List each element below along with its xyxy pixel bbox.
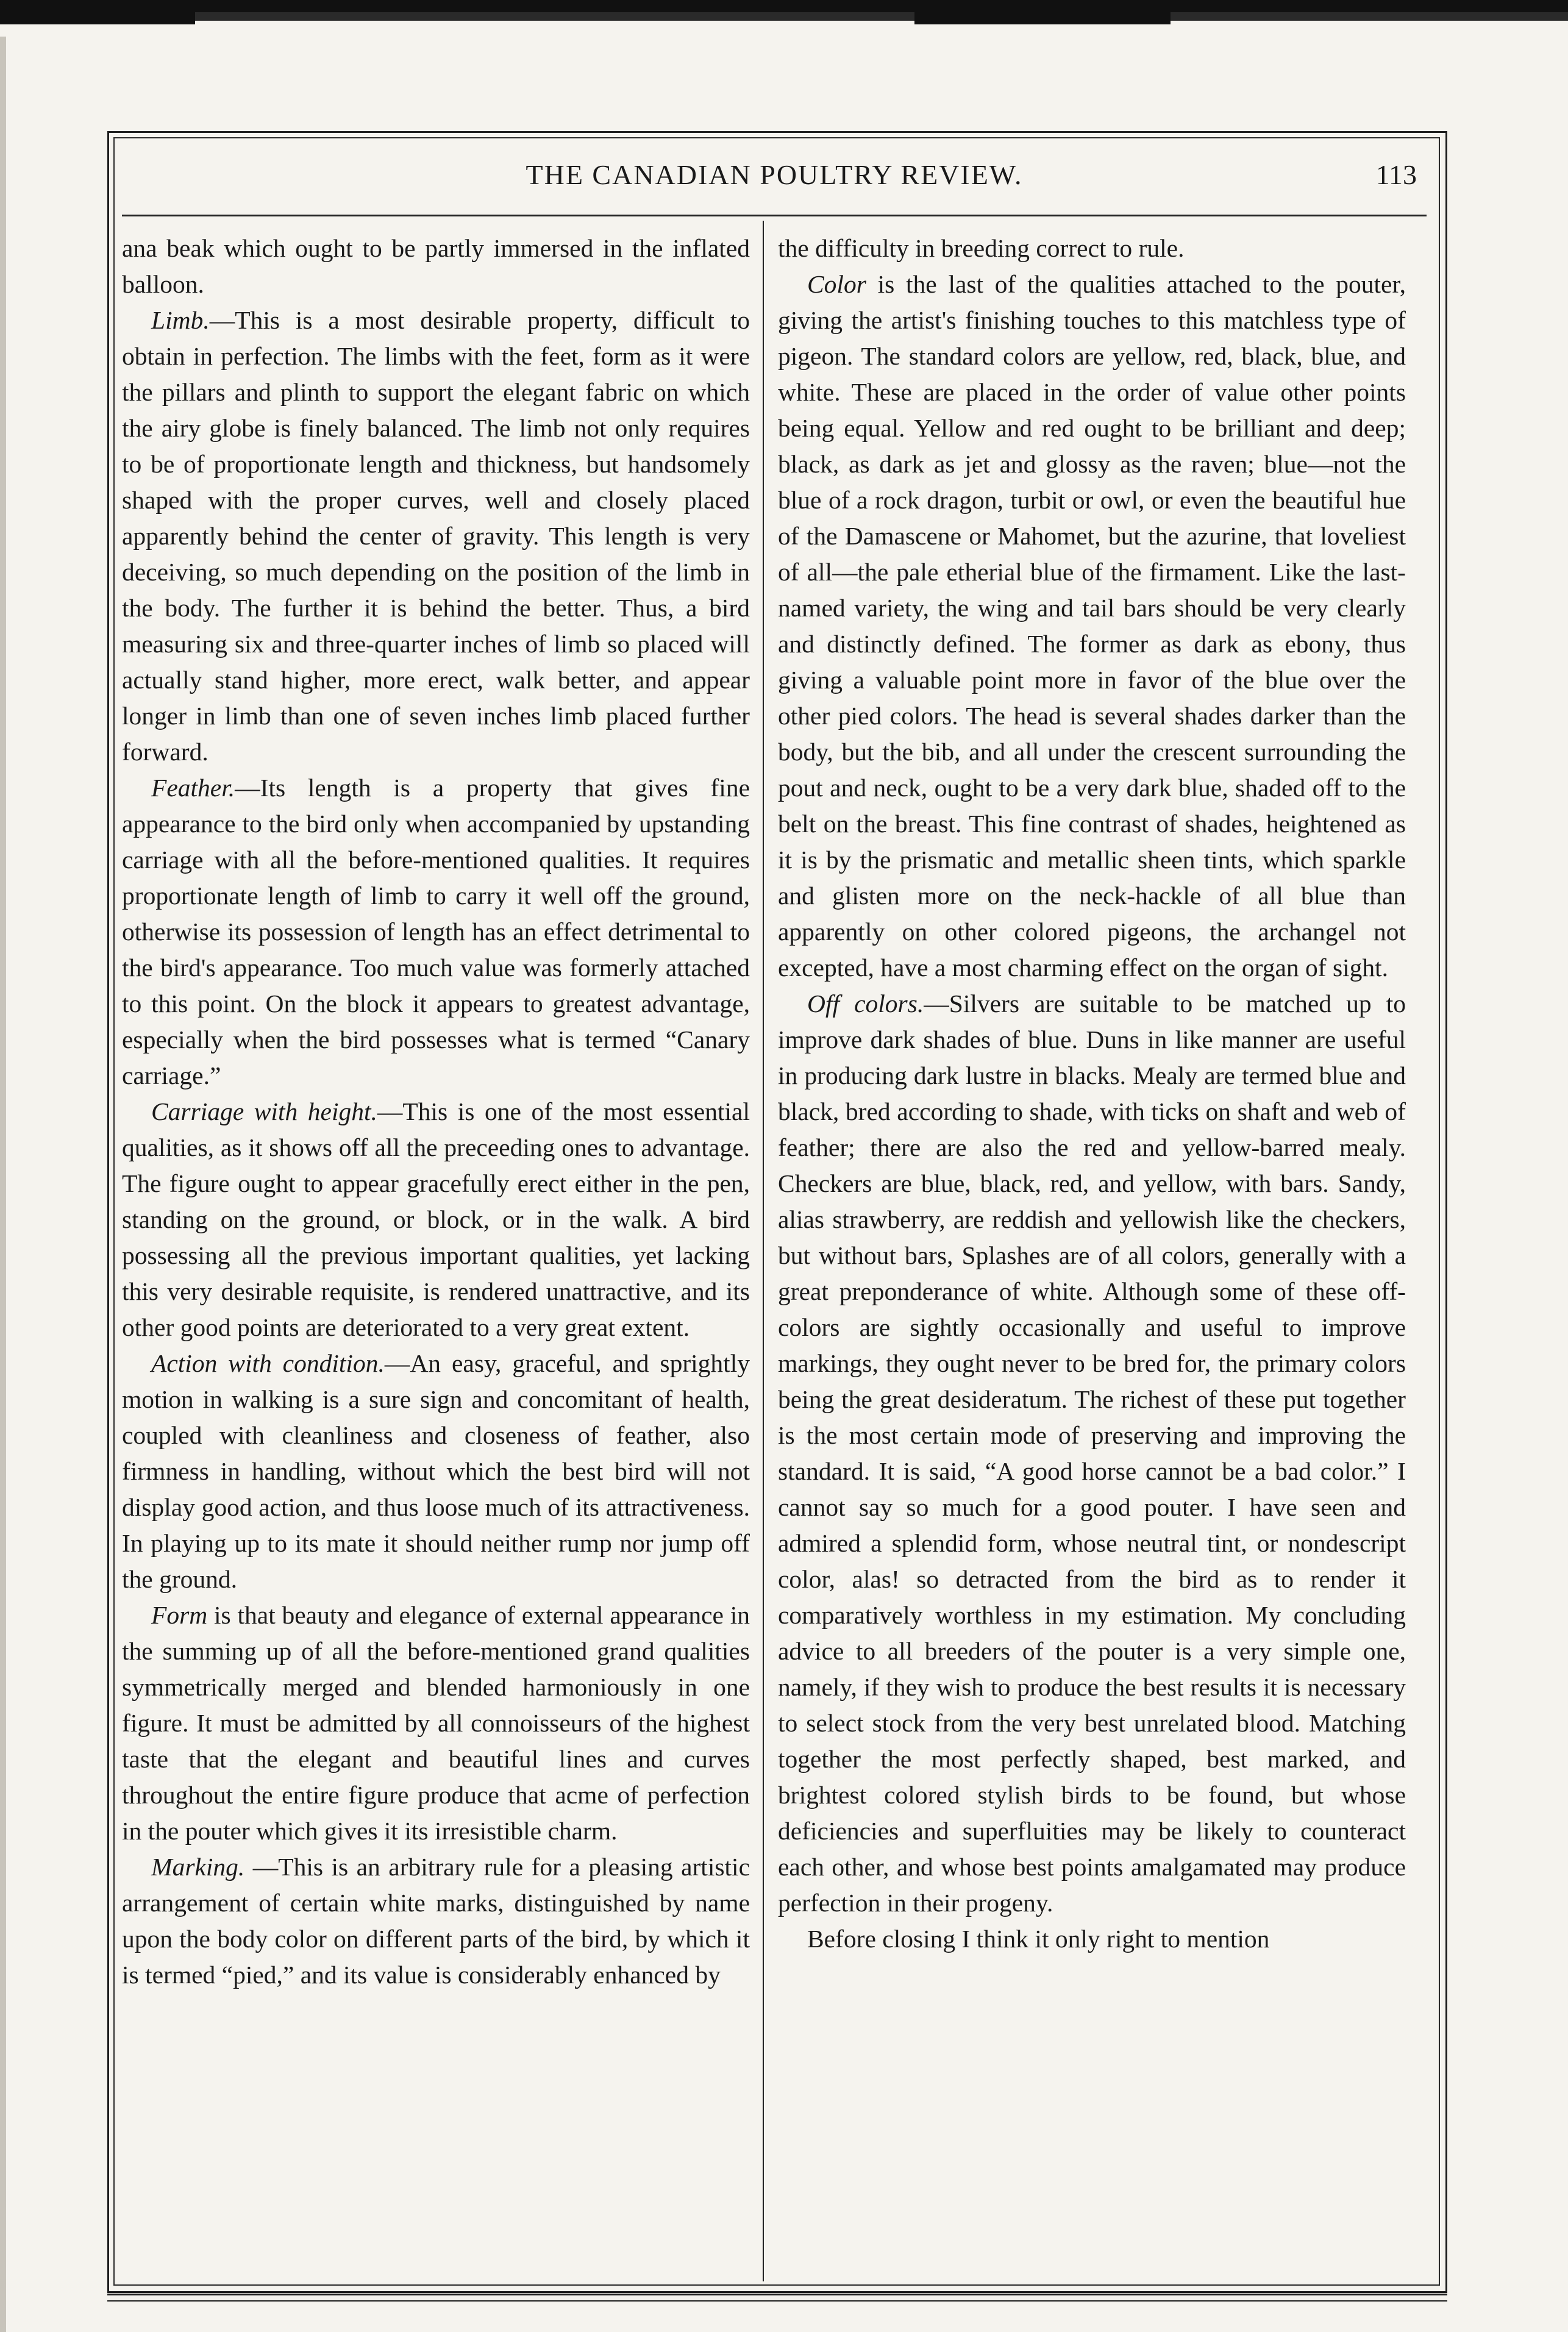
running-header (122, 159, 1427, 207)
paragraph-text: —This is a most desirable property, difficult to obtain in perfection. The limbs with the feet, form as it were the pillars and plinth to support the elegant fabric on which the airy globe is finely balanced. The limb not only requires to be of proportionate length and thickness, but handsomely shaped with the proper curves, well and closely placed apparently behind the center of gravity. This length is very deceiving, so much depending on the position of the limb in the body. The further it is behind the better. Thus, a bird measuring six and three-quarter inches of limb so placed will actually stand higher, more erect, walk better, and appear longer in limb than one of seven inches limb placed further forward. (122, 306, 750, 766)
paragraph (122, 230, 750, 302)
scan-edge-top (0, 0, 1568, 37)
column-divider (763, 221, 764, 2281)
paragraph-text: is that beauty and elegance of external appearance in the summing up of all the before-mentioned grand qualities symmetrically merged and blended harmoniously in one figure. It must be admitted by all connoisseurs of the highest taste that the elegant and beautiful lines and curves throughout the entire figure produce that acme of perfection in the pouter which gives it its irresistible charm. (122, 1601, 750, 1845)
paragraph-lead: Carriage with height. (151, 1097, 377, 1125)
paragraph (778, 266, 1406, 986)
paragraph (122, 1849, 750, 1993)
paragraph-text: —Silvers are suitable to be matched up to improve dark shades of blue. Duns in like manner are useful in producing dark lustre in blacks. Mealy are termed blue and black, bred according to shade, with ticks on shaft and web of feather; there are also the red and yellow-barred mealy. Checkers are blue, black, red, and yellow, with bars. Sandy, alias strawberry, are reddish and yellowish like the checkers, but without bars, Splashes are of all colors, generally with a great preponderance of white. Although some of these off-colors are sightly occasionally and useful to improve markings, they ought never to be bred for, the primary colors being the great desideratum. The richest of these put together is the most certain mode of preserving and improving the standard. It is said, “A good horse cannot be a bad color.” I cannot say so much for a good pouter. I have seen and admired a splendid form, whose neutral tint, or nondescript color, alas! so detracted from the bird as to render it comparatively worthless in my estimation. My concluding advice to all breeders of the pouter is a very simple one, namely, if they wish to produce the best results it is necessary to select stock from the very best unrelated blood. Matching together the most perfectly shaped, best marked, and brightest colored stylish birds to be found, but whose deficiencies and superfluities may be likely to counteract each other, and whose best points amalgamated may produce perfection in their progeny. (778, 989, 1406, 1917)
paragraph (778, 1921, 1406, 1957)
paragraph-lead: Action with condition. (151, 1349, 385, 1377)
page-number: 113 (1375, 159, 1417, 190)
paragraph (122, 1346, 750, 1597)
right-column (778, 230, 1406, 1957)
paragraph-text: is the last of the qualities attached to the pouter, giving the artist's finishing touches to this matchless type of pigeon. The standard colors are yellow, red, black, blue, and white. These are placed in the order of value other points being equal. Yellow and red ought to be brilliant and deep; black, as dark as jet and glossy as the raven; blue—not the blue of a rock dragon, turbit or owl, or even the beautiful hue of the Damascene or Mahomet, but the azurine, that loveliest of all—the pale etherial blue of the firmament. Like the last-named variety, the wing and tail bars should be very clearly and distinctly defined. The former as dark as ebony, thus giving a valuable point more in favor of the blue over the other pied colors. The head is several shades darker than the body, but the bib, and all under the crescent surrounding the pout and neck, ought to be a very dark blue, shaded off to the belt on the breast. This fine contrast of shades, heightened as it is by the prismatic and metallic sheen tints, which sparkle and glisten more on the neck-hackle of all blue than apparently on other colored pigeons, the archangel not excepted, have a most charming effect on the organ of sight. (778, 270, 1406, 982)
paragraph-text: —This is an arbitrary rule for a pleasing artistic arrangement of certain white marks, distinguished by name upon the body color on different parts of the bird, by which it is termed “pied,” and its value is considerably enhanced by (122, 1853, 750, 1989)
paragraph (122, 302, 750, 770)
paragraph-text: —This is one of the most essential qualities, as it shows off all the preceeding ones to advantage. The figure ought to appear gracefully erect either in the pen, standing on the ground, or block, or in the walk. A bird possessing all the previous important qualities, yet lacking this very desirable requisite, is rendered unattractive, and its other good points are deteriorated to a very great extent. (122, 1097, 750, 1341)
scan-edge-left (0, 37, 6, 2332)
paragraph (778, 986, 1406, 1921)
header-rule (122, 215, 1427, 216)
bottom-rule (107, 2294, 1447, 2302)
scan-mark (0, 9, 195, 24)
paragraph (778, 230, 1406, 266)
paragraph (122, 1597, 750, 1849)
paragraph-lead: Off colors. (807, 989, 924, 1018)
scan-mark (914, 9, 1171, 24)
left-column (122, 230, 750, 1993)
paragraph-lead: Feather. (151, 774, 235, 802)
paragraph-lead: Form (151, 1601, 208, 1629)
paragraph-text: ana beak which ought to be partly immersed in the inflated balloon. (122, 234, 750, 298)
paragraph-lead: Marking. (151, 1853, 245, 1881)
paragraph-text: —Its length is a property that gives fine appearance to the bird only when accompanied by upstanding carriage with all the before-mentioned qualities. It requires proportionate length of limb to carry it well off the ground, otherwise its possession of length has an effect detrimental to the bird's appearance. Too much value was formerly attached to this point. On the block it appears to greatest advantage, especially when the bird possesses what is termed “Canary carriage.” (122, 774, 750, 1089)
paragraph (122, 1094, 750, 1346)
paragraph-text: —An easy, graceful, and sprightly motion in walking is a sure sign and concomitant of health, coupled with cleanliness and closeness of feather, also firmness in handling, without which the best bird will not display good action, and thus loose much of its attractiveness. In playing up to its mate it should neither rump nor jump off the ground. (122, 1349, 750, 1593)
page-title: THE CANADIAN POULTRY REVIEW. (526, 159, 1023, 190)
paragraph-lead: Color (807, 270, 866, 298)
paragraph-lead: Limb. (151, 306, 210, 334)
paragraph (122, 770, 750, 1094)
paragraph-text: Before closing I think it only right to mention (807, 1925, 1270, 1953)
paragraph-text: the difficulty in breeding correct to rule. (778, 234, 1185, 262)
